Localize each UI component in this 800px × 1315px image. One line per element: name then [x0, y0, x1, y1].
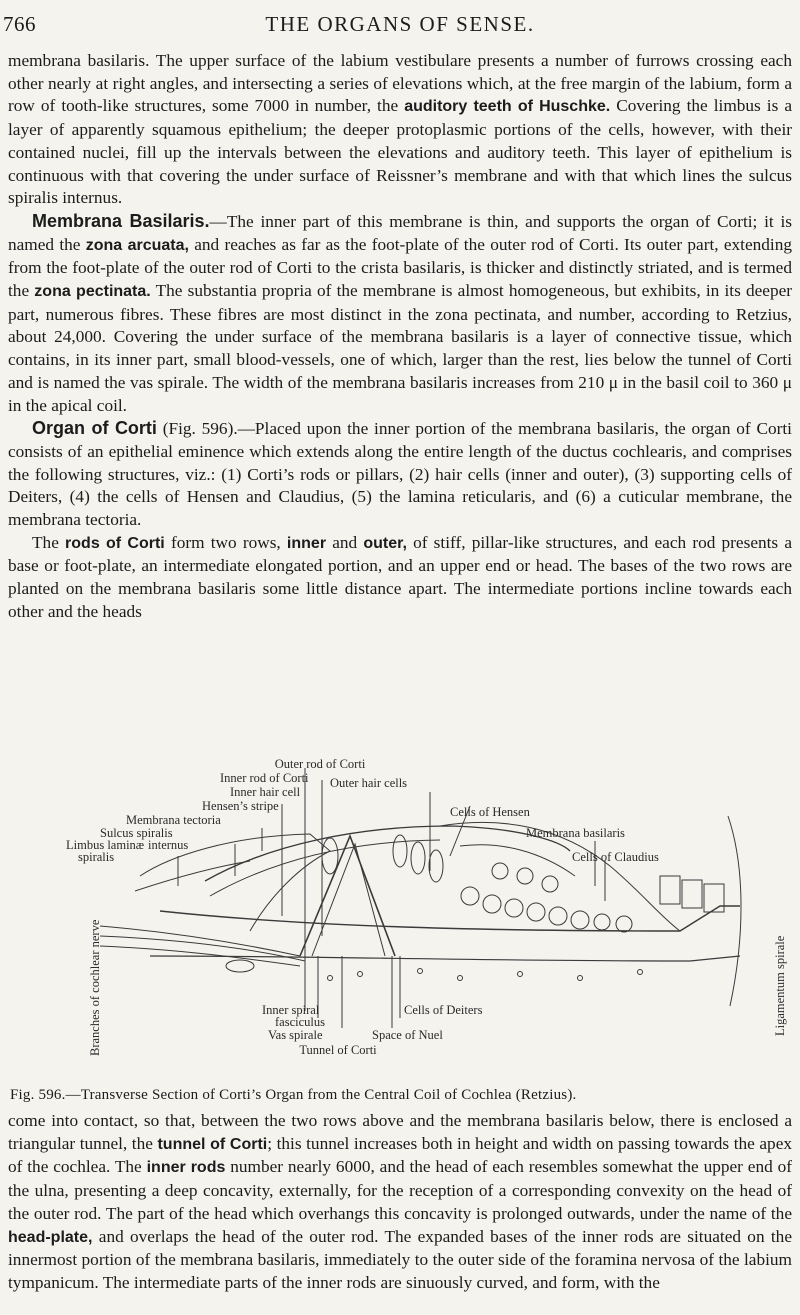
term-zona-arcuata: zona arcuata,: [85, 236, 189, 254]
term-head-plate: head-plate,: [8, 1228, 93, 1246]
label-vas-spirale: Vas spirale: [268, 1028, 323, 1042]
label-membrana-tectoria: Membrana tectoria: [126, 813, 221, 827]
caption-text: —Transverse Section of Corti’s Organ from the Central Coil of Cochlea (Retzius).: [65, 1087, 577, 1103]
label-hensen-stripe: Hensen’s stripe: [202, 799, 279, 813]
heading-membrana-basilaris: Membrana Basilaris.: [32, 210, 210, 231]
label-membrana-basilaris: Membrana basilaris: [526, 826, 625, 840]
figure-596: [0, 756, 800, 1086]
term-auditory-teeth: auditory teeth of Huschke.: [404, 98, 611, 116]
running-title: THE ORGANS OF SENSE.: [265, 12, 535, 36]
label-internus: internus: [148, 838, 189, 852]
label-claudius: Cells of Claudius: [572, 850, 659, 864]
label-cells-hensen: Cells of Hensen: [450, 805, 530, 819]
page-number: 766: [3, 12, 36, 36]
label-deiters: Cells of Deiters: [404, 1003, 483, 1017]
label-inner-spiral: Inner spiral: [262, 1003, 320, 1017]
term-zona-pectinata: zona pectinata.: [34, 283, 151, 301]
label-outer-hair: Outer hair cells: [330, 776, 408, 790]
paragraph-tunnel: come into contact, so that, between the two rows above and the membrana basilaris below, there is enclosed a triangular tunnel, the tunnel of Corti; this tunnel increases both in height and width on passing towards the apex of the cochlea. The inner rods number nearly 6000, and the head of each resembles somewhat the upper end of the ulna, presenting a deep concavity, externally, for the reception of a corresponding convexity on the head of the outer rod. The part of the head which overhangs this concavity is prolonged outwards, under the name of the head-plate, and overlaps the head of the outer rod. The expanded bases of the inner rods are situated on the innermost portion of the membrana basilaris, immediately to the outer side of the foramina nervosa of the labium tympanicum. The intermediate parts of the inner rods are sinuously curved, and form, with the: [8, 1111, 792, 1292]
body-text-lower: [8, 1110, 792, 1295]
corti-section-illustration: [0, 756, 800, 1086]
body-text-upper: [8, 50, 792, 624]
label-tunnel: Tunnel of Corti: [299, 1043, 377, 1057]
label-fasciculus: fasciculus: [275, 1015, 325, 1029]
paragraph-labium: membrana basilaris. The upper surface of the labium vestibulare presents a number of furrows crossing each other nearly at right angles, and intersecting a series of elevations which, at the free margin of the labium, form a row of tooth-like structures, some 7000 in number, the auditory teeth of Huschke. Covering the limbus is a layer of apparently squamous epithelium; the deeper protoplasmic portions of the cells, however, with their contained nuclei, fill up the intervals between the elevations and auditory teeth. This layer of epithelium is continuous with that covering the under surface of Reissner’s membrane and with that which lines the sulcus spiralis internus.: [8, 51, 793, 208]
label-nuel: Space of Nuel: [372, 1028, 443, 1042]
label-outer-rod: Outer rod of Corti: [274, 757, 366, 771]
label-inner-hair: Inner hair cell: [230, 785, 301, 799]
label-sulcus: Sulcus spiralis: [100, 826, 173, 840]
term-inner: inner: [286, 534, 327, 552]
term-rods-of-corti: rods of Corti: [65, 534, 165, 552]
figure-caption: [10, 1087, 790, 1104]
label-inner-rod: Inner rod of Corti: [220, 771, 309, 785]
page-header: [0, 12, 800, 42]
paragraph-rods-of-corti: The rods of Corti form two rows, inner and outer, of stiff, pillar-like structures, and each rod presents a base or foot-plate, an intermediate elongated portion, and an upper end or head. The bases of the two rows are planted on the membrana basilaris some little distance apart. The intermediate portions incline towards each other and the heads: [8, 532, 793, 621]
paragraph-organ-of-corti: Organ of Corti (Fig. 596).—Placed upon the inner portion of the membrana basilaris, the organ of Corti consists of an epithelial eminence which extends along the entire length of the ductus cochlearis, and comprises the following structures, viz.: (1) Corti’s rods or pillars, (2) hair cells (inner and outer), (3) supporting cells of Deiters, (4) the cells of Hensen and Claudius, (5) the lamina reticularis, and (6) a cuticular membrane, the membrana tectoria.: [8, 418, 792, 530]
heading-organ-of-corti: Organ of Corti: [32, 418, 157, 439]
label-limbus: Limbus laminæ: [66, 838, 145, 852]
label-cochlear-nerve: Branches of cochlear nerve: [88, 919, 102, 1056]
label-spiralis: spiralis: [78, 850, 115, 864]
term-tunnel-of-corti: tunnel of Corti: [157, 1135, 268, 1153]
term-inner-rods: inner rods: [146, 1159, 226, 1177]
caption-number: Fig. 596.: [10, 1087, 66, 1103]
term-outer: outer,: [363, 534, 407, 552]
paragraph-membrana-basilaris: Membrana Basilaris.—The inner part of this membrane is thin, and supports the organ of Corti; it is named the zona arcuata, and reaches as far as the foot-plate of the outer rod of Corti. Its outer part, extending from the foot-plate of the outer rod of Corti to the crista basilaris, is thicker and distinctly striated, and is termed the zona pectinata. The substantia propria of the membrane is almost homogeneous, but exhibits, in its deeper part, numerous fibres. These fibres are most distinct in the zona pectinata, and number, according to Retzius, about 24,000. Covering the under surface of the membrana basilaris is a layer of connective tissue, which contains, in its inner part, small blood-vessels, one of which, larger than the rest, lies below the tunnel of Corti and is named the vas spirale. The width of the membrana basilaris increases from 210 μ in the basil coil to 360 μ in the apical coil.: [8, 210, 793, 415]
label-ligamentum: Ligamentum spirale: [773, 935, 787, 1036]
